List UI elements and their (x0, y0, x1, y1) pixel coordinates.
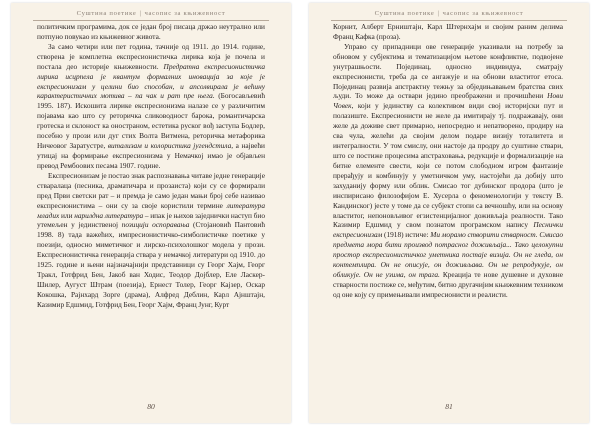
running-head (11, 10, 291, 17)
journal-title: Суштина поетике (374, 10, 435, 17)
right-page (309, 3, 589, 423)
text-segment: , а највећи утицај на формирање експресионизма у Немачкој имао је објављен превод Рембоових песама 1907. године. (37, 141, 265, 170)
text-segment: (1918) истиче: (382, 230, 431, 240)
text-segment: (Богосављевић 1995. 187). Искошита лирике експресионизма налазе се у различитим појавама као што су реторичка слиководност барока, романтичарска гротеска и склоност ка оностраном, естетика руског вођ заступа Бодлер, посебно у прози или дуг стих Волта Витмена, реторичка метафорика Ничеовог Заратустре, (37, 91, 265, 151)
text-segment: Креација те нове душевне и духовне стварности постиже се, међутим, битно другачијим књижевним техником од оне коју су примењивали импресионисти и реалисти. (333, 270, 563, 299)
italic-quote-segment: позицији оспоравања (121, 220, 190, 230)
italic-quote-segment: Песнички експресионизам (333, 220, 563, 240)
italic-quote-segment: нарилдна литература (74, 210, 144, 220)
italic-quote-segment: Ми морамо створити стварност. Смисао предмета мора бити производ потрасног доживљаја... Тако целокупни простор експресионистичког уметника постаје визија. Он не гледа, он контемплира. Он не описује, он доживљава. Он не репродукује, он обликује. Он не узима, он трага. (333, 230, 563, 280)
left-page (11, 3, 291, 423)
italic-quote-segment: литература младих (37, 200, 265, 220)
running-head-separator: | (437, 10, 440, 17)
running-head-separator: | (139, 10, 142, 17)
journal-title: Суштина поетике (76, 10, 137, 17)
header-rule (331, 20, 567, 21)
text-segment: или (59, 210, 75, 220)
text-segment: Управо су припадници ове генерације указивали на потребу за обновом у субјектима и тематизацијом њетове конфликтне, подвојене унутрашњости. Појединац, односно индивидуа, сматрају експресионисти, треба да се ангажује и на обнови властитог етоса. Појединац развија апстрактну тежњу за обједињавањем братства свих људи. То може да оствари једино преображени и прочишћени (333, 41, 563, 101)
paragraph (37, 171, 265, 310)
page-number: 81 (445, 402, 453, 411)
paragraph (333, 22, 563, 42)
body-text (333, 22, 563, 392)
text-segment: , који у јединству са колективом види свој историјски пут и полазиште. Експресионисти не желе да имитирају тј. подражавају, они желе да доживе свет примарно, непосредно и непатворено, продиру на сва чула, желећи да својим делом подаре визију тоталитета и интегралности. У том смислу, они настоје да продру до суштине ствари, што се постиже процесима апстраховања, редукције и формализације на битне елементе свести, који се потом слободном игром фантазије прерађују и комбинују у уметничком уму, настојећи да добију што захуданију форму или облик. Смисао тог дубинског продора (што је инспирисано филозофијом Е. Хусерла о феноменологији у тексту В. Кандинског) јесте у томе да се субјект стопи са вечношћу, или на основу властитог, непоновљивог егзистенцијалног доживљаја реалности. Тако Казимир Едшмид у свом познатом програмском напису (333, 101, 563, 230)
text-segment: (Стојановић Пантовић 1998. 8) тада важећих, импресионистичко-симболистичке поетике у поезији, односно миметичког и лирско-психолошког модела у прози. Експресионистичка генерација ствара у немачкој литератури од 1910. до 1925. године и њени најзначајнији представници су Георг Хајм, Георг Тракл, Готфрид Бен, Јакоб ван Ходис, Теодор Дојблер, Еле Ласкер-Шилер, Аугуст Штрам (поезија), Ернест Толер, Георг Кајзер, Оскар Кокошка, Рајнхард Зорге (драма), Алфред Деблин, Карл Ајнштајн, Казимир Едшмид, Готфрид Бен, Георг Хајм, Франц Јунг, Курт (37, 220, 265, 309)
text-segment: Корнит, Алберт Ерништајн, Карл Штернхајм и својим раним делима Франц Кафка (проза). (333, 22, 563, 41)
italic-quote-segment: Предратна експресионистичка лирика исцрпела је квантум формалних иновација за које је експресионизам у целини био способан, и апсолвирала је већину карактеристичних мотива – па чак и рат пре њега. (37, 61, 265, 101)
italic-quote-segment: Нови Човек (333, 91, 563, 111)
paragraph (37, 22, 265, 42)
page-number: 80 (147, 402, 155, 411)
text-segment: Експресионизам је постао знак распознавања читаве једне генерације стваралаца (песника, драматичара и прозаиста) који су се формирали пред Први светски рат – и премда је само један мањи број себе називао експресионистима – они су за своје користили термине (37, 170, 265, 210)
text-segment: политичким програмима, док се један број писаца држао неутрално или потпуно повукао из књижевног живота. (37, 22, 265, 41)
journal-subtitle: часопис за књижевност (144, 10, 226, 17)
text-segment: За само четири или пет година, тачније од 1911. до 1914. године, створена је комплетна експресионистичка лирика која је почела и постала део историје књижевности. (37, 41, 265, 71)
journal-subtitle: часопис за књижевност (442, 10, 524, 17)
paragraph (333, 42, 563, 300)
body-text (37, 22, 265, 392)
header-rule (33, 20, 269, 21)
italic-quote-segment: витализам и колористика југендстила (107, 141, 232, 151)
text-segment: – ипак је њихов заједнички наступ био утемељен у јединственој (37, 210, 265, 230)
running-head (309, 10, 589, 17)
paragraph (37, 42, 265, 171)
